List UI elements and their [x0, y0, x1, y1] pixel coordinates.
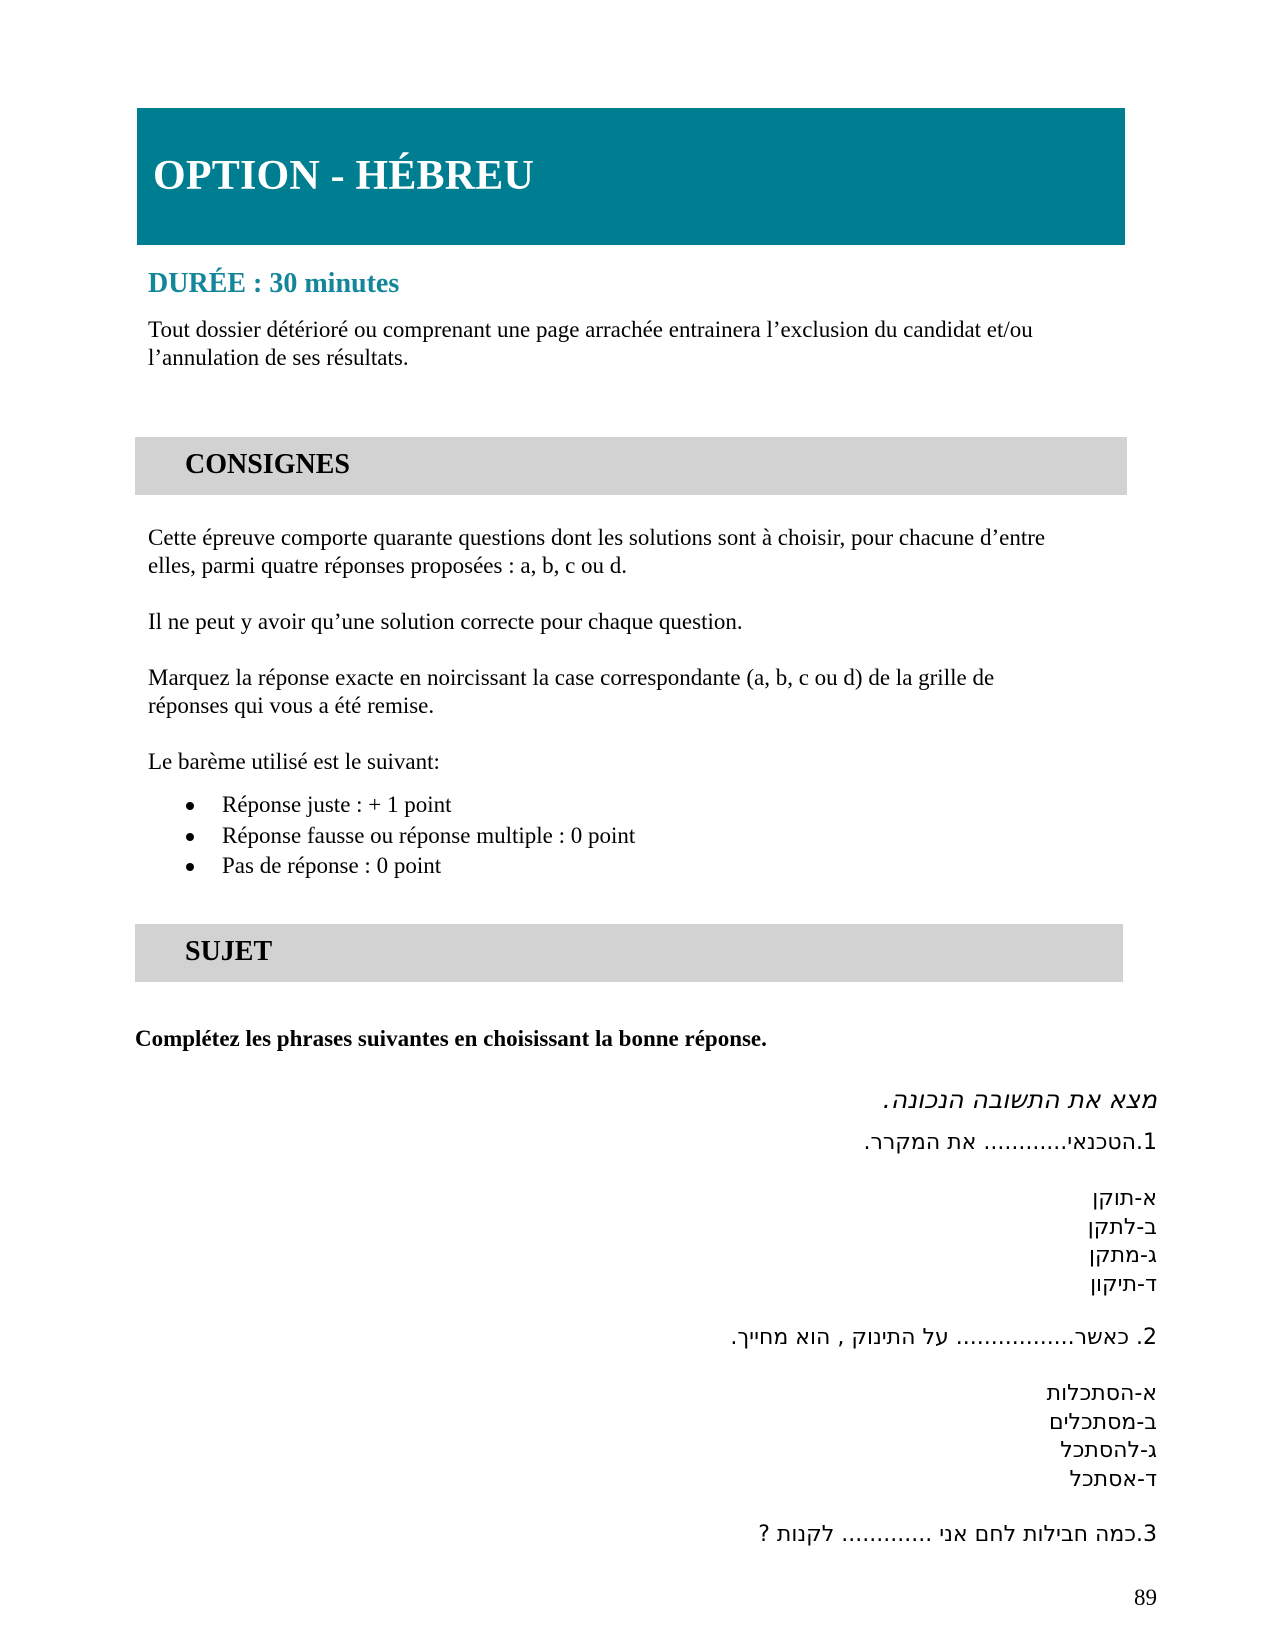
question-1-options — [1088, 1185, 1157, 1299]
consignes-paragraph-3-line-1: Marquez la réponse exacte en noircissant la case correspondante (a, b, c ou d) de la grille de — [148, 665, 995, 690]
hebrew-instruction: מצא את התשובה הנכונה. — [882, 1085, 1157, 1114]
title-banner — [137, 108, 1125, 245]
answer-option: א-תוקן — [1092, 1186, 1157, 1211]
sujet-section-bar — [135, 924, 1123, 982]
scale-item: Pas de réponse : 0 point — [182, 851, 635, 882]
question-3: 3.כמה חבילות לחם אני ............. לקנות ? — [758, 1522, 1157, 1547]
question-2: 2. כאשר................. על התינוק , הוא מחייך. — [730, 1325, 1157, 1350]
scale-list — [182, 790, 635, 882]
consignes-heading: CONSIGNES — [185, 449, 350, 480]
answer-option: ד-תיקון — [1090, 1271, 1157, 1297]
question-1: 1.הטכנאי............ את המקרר. — [863, 1130, 1157, 1155]
answer-option: ג-מתקן — [1088, 1243, 1157, 1268]
scale-intro: Le barème utilisé est le suivant: — [148, 749, 440, 774]
warning-line-2: l’annulation de ses résultats. — [148, 345, 409, 370]
answer-option: ד-אסתכל — [1069, 1466, 1157, 1492]
consignes-paragraph-1-line-1: Cette épreuve comporte quarante questions dont les solutions sont à choisir, pour chacune d’entre — [148, 525, 1046, 550]
consignes-paragraph-2: Il ne peut y avoir qu’une solution correcte pour chaque question. — [148, 609, 743, 634]
duration-label: DURÉE : 30 minutes — [148, 268, 400, 299]
answer-option: ב-מסתכלים — [1049, 1409, 1157, 1435]
scale-item: Réponse juste : + 1 point — [182, 790, 635, 821]
question-2-options — [1047, 1380, 1157, 1494]
sujet-instruction: Complétez les phrases suivantes en choisissant la bonne réponse. — [135, 1026, 767, 1051]
page-title: OPTION - HÉBREU — [153, 153, 535, 199]
sujet-heading: SUJET — [185, 936, 273, 967]
consignes-paragraph-3-line-2: réponses qui vous a été remise. — [148, 693, 435, 718]
answer-option: א-הסתכלות — [1046, 1381, 1157, 1406]
answer-option: ג-להסתכל — [1060, 1438, 1157, 1463]
answer-option: ב-לתקן — [1087, 1214, 1157, 1240]
page-number: 89 — [1134, 1585, 1157, 1610]
consignes-section-bar — [135, 437, 1127, 495]
warning-line-1: Tout dossier détérioré ou comprenant une page arrachée entrainera l’exclusion du candidat et/ou — [148, 317, 1033, 342]
scale-item: Réponse fausse ou réponse multiple : 0 point — [182, 821, 635, 852]
consignes-paragraph-1-line-2: elles, parmi quatre réponses proposées : a, b, c ou d. — [148, 553, 628, 578]
